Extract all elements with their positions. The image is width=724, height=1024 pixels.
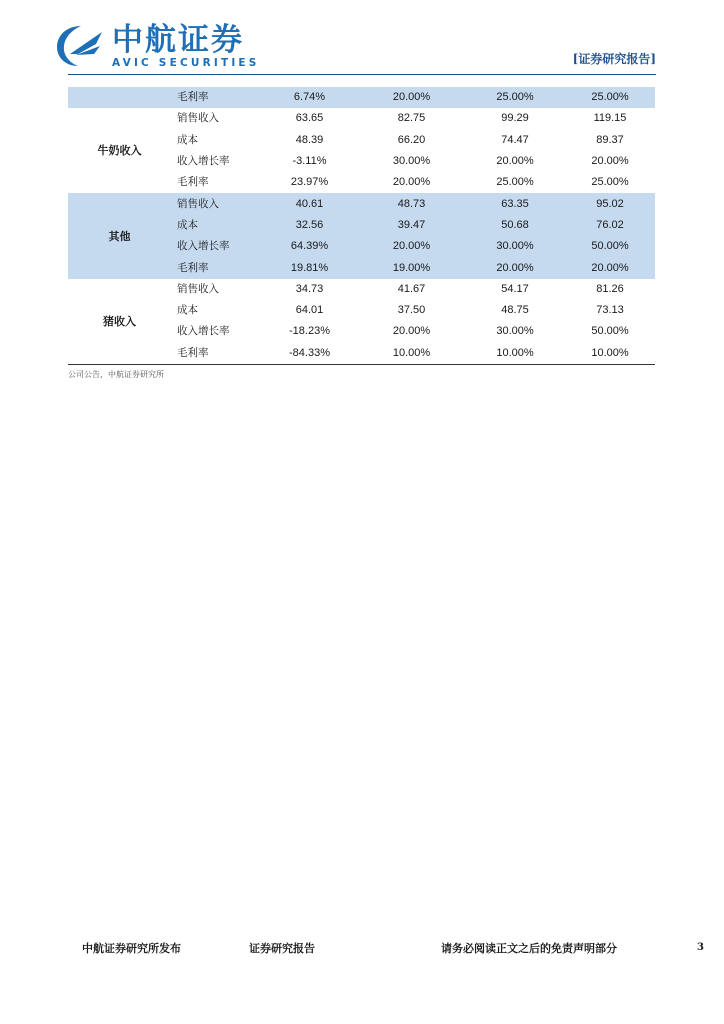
value-cell: 81.26 [596, 282, 624, 295]
value-cell: 30.00% [392, 155, 431, 168]
value-cell: 54.17 [501, 282, 529, 295]
revenue-forecast-table [68, 87, 655, 365]
logo-english-name: AVIC SECURITIES [112, 57, 260, 69]
metric-cell: 毛利率 [171, 87, 261, 108]
value-cell: 20.00% [358, 236, 465, 257]
value-cell: 30.00% [496, 325, 534, 338]
value-cell: -3.11% [292, 155, 327, 168]
category-cell: 牛奶收入 [97, 144, 142, 158]
value-cell: 95.02 [565, 193, 655, 214]
table-source-note: 公司公告，中航证券研究所 [68, 370, 164, 379]
metric-cell: 销售收入 [177, 112, 219, 125]
value-cell: 50.00% [565, 236, 655, 257]
page-footer [0, 938, 724, 958]
value-cell: 25.00% [591, 176, 629, 189]
value-cell: 63.65 [295, 112, 324, 125]
metric-cell: 销售收入 [171, 193, 261, 214]
value-cell: 66.20 [397, 133, 426, 146]
value-cell: 73.13 [596, 304, 624, 317]
page-header [0, 0, 724, 80]
value-cell: 20.00% [392, 176, 431, 189]
value-cell: 20.00% [565, 257, 655, 278]
value-cell: 32.56 [261, 215, 358, 236]
header-divider [68, 74, 656, 75]
value-cell: 19.81% [261, 257, 358, 278]
value-cell: 37.50 [397, 304, 426, 317]
value-cell: 30.00% [465, 236, 565, 257]
table-row [68, 279, 655, 300]
value-cell: 10.00% [465, 343, 565, 365]
value-cell: 89.37 [596, 133, 624, 146]
metric-cell: 毛利率 [171, 257, 261, 278]
value-cell: 63.35 [465, 193, 565, 214]
metric-cell: 收入增长率 [171, 236, 261, 257]
value-cell: 74.47 [501, 133, 529, 146]
value-cell: 64.01 [295, 304, 324, 317]
metric-cell: 成本 [177, 304, 198, 317]
value-cell: 20.00% [591, 155, 629, 168]
value-cell: 20.00% [496, 155, 534, 168]
value-cell: 50.68 [465, 215, 565, 236]
metric-cell: 收入增长率 [177, 325, 230, 338]
avic-logo-icon [56, 24, 106, 68]
report-label: [证券研究报告] [572, 52, 656, 66]
metric-cell: 毛利率 [171, 343, 261, 365]
value-cell: 10.00% [565, 343, 655, 365]
value-cell: 50.00% [591, 325, 629, 338]
table-row [68, 87, 655, 108]
table-row [68, 193, 655, 214]
metric-cell: 成本 [171, 215, 261, 236]
value-cell: 19.00% [358, 257, 465, 278]
category-cell: 其他 [68, 193, 171, 278]
value-cell: 6.74% [261, 87, 358, 108]
metric-cell: 成本 [177, 133, 198, 146]
value-cell: 48.75 [501, 304, 529, 317]
value-cell: 20.00% [358, 87, 465, 108]
footer-report-type: 证券研究报告 [249, 942, 315, 955]
logo-chinese-name: 中航证券 [112, 22, 244, 58]
value-cell: 10.00% [358, 343, 465, 365]
value-cell: 99.29 [501, 112, 529, 125]
value-cell: 25.00% [496, 176, 534, 189]
page-number: 3 [697, 942, 704, 953]
footer-disclaimer: 请务必阅读正文之后的免责声明部分 [441, 942, 617, 955]
metric-cell: 毛利率 [177, 176, 209, 189]
value-cell: 48.39 [295, 133, 324, 146]
metric-cell: 收入增长率 [177, 155, 230, 168]
value-cell: 20.00% [392, 325, 431, 338]
category-cell [68, 87, 171, 108]
value-cell: -18.23% [289, 325, 330, 338]
value-cell: 48.73 [358, 193, 465, 214]
table-row [68, 108, 655, 129]
value-cell: 39.47 [358, 215, 465, 236]
value-cell: 82.75 [397, 112, 426, 125]
footer-publisher: 中航证券研究所发布 [82, 942, 181, 955]
value-cell: 25.00% [565, 87, 655, 108]
value-cell: 20.00% [465, 257, 565, 278]
value-cell: 34.73 [295, 282, 324, 295]
value-cell: 25.00% [465, 87, 565, 108]
value-cell: 119.15 [593, 112, 627, 125]
metric-cell: 销售收入 [177, 282, 219, 295]
value-cell: -84.33% [261, 343, 358, 365]
value-cell: 41.67 [397, 282, 426, 295]
category-cell: 猪收入 [68, 279, 171, 365]
value-cell: 64.39% [261, 236, 358, 257]
svg-text:AVIC: AVIC [70, 56, 84, 62]
value-cell: 76.02 [565, 215, 655, 236]
value-cell: 23.97% [290, 176, 329, 189]
value-cell: 40.61 [261, 193, 358, 214]
